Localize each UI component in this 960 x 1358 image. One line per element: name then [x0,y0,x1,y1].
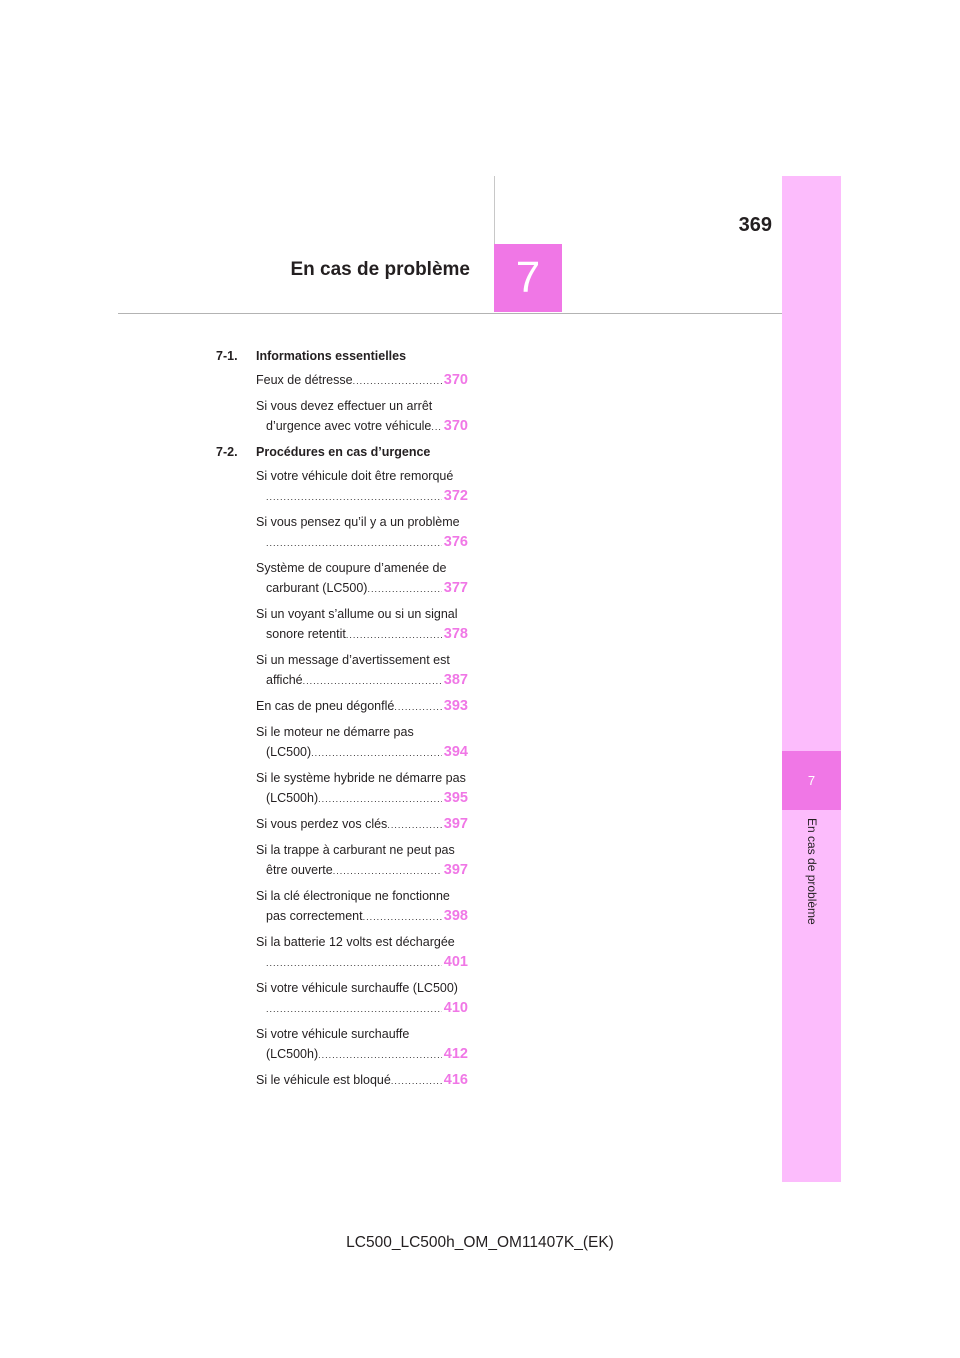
dot-leader [346,625,442,645]
toc-page-link[interactable]: 378 [443,626,468,642]
toc-entry-text: Si le moteur ne démarre pas [256,725,414,739]
toc-entry[interactable] [256,978,468,1019]
toc-entry-text: pas correctement [266,909,363,923]
toc-section-heading[interactable] [216,442,468,462]
section-title: Procédures en cas d’urgence [256,445,431,459]
toc-entry[interactable] [256,886,468,927]
toc-entry-text: Si votre véhicule surchauffe (LC500) [256,981,458,995]
table-of-contents [216,346,468,1096]
toc-entry-text: Si vous pensez qu’il y a un problème [256,515,460,529]
section-number: 7-2. [216,445,238,459]
toc-entry[interactable] [256,814,468,835]
dot-leader [353,371,442,391]
dot-leader [266,953,442,973]
toc-section-heading[interactable] [216,346,468,366]
dot-leader [394,697,441,717]
toc-entry[interactable] [256,604,468,645]
header-divider-vertical [494,176,495,244]
toc-entry-text: sonore retentit [266,627,346,641]
toc-page-link[interactable]: 401 [443,954,468,970]
header-divider-horizontal [118,313,782,314]
document-code: LC500_LC500h_OM_OM11407K_(EK) [346,1234,614,1251]
toc-entry-text: (LC500h) [266,1047,319,1061]
toc-entry[interactable] [256,512,468,553]
toc-entry-text: (LC500) [266,745,312,759]
dot-leader [363,907,442,927]
toc-entry-text: En cas de pneu dégonflé [256,699,395,713]
toc-entry-text: Si un message d’avertissement est [256,653,450,667]
toc-entry-text: carburant (LC500) [266,581,368,595]
toc-entry-text: (LC500h) [266,791,319,805]
toc-entry-text: Si la trappe à carburant ne peut pas [256,843,455,857]
toc-page-link[interactable]: 398 [443,908,468,924]
dot-leader [318,1045,442,1065]
toc-entry-text: Si votre véhicule doit être remorqué [256,469,454,483]
toc-page-link[interactable]: 370 [443,372,468,388]
toc-entry[interactable] [256,696,468,717]
toc-page-link[interactable]: 376 [443,534,468,550]
toc-page-link[interactable]: 387 [443,672,468,688]
toc-page-link[interactable]: 394 [443,744,468,760]
toc-page-link[interactable]: 397 [443,862,468,878]
dot-leader [266,487,442,507]
toc-entry-text: Si votre véhicule surchauffe [256,1027,410,1041]
toc-page-link[interactable]: 412 [443,1046,468,1062]
toc-entry[interactable] [256,396,468,437]
toc-page-link[interactable]: 410 [443,1000,468,1016]
toc-entry[interactable] [256,558,468,599]
dot-leader [311,743,442,763]
toc-page-link[interactable]: 416 [443,1072,468,1088]
dot-leader [391,1071,442,1091]
side-tab-number: 7 [807,773,816,788]
chapter-number-box: 7 [494,244,562,312]
toc-entry-text: d’urgence avec votre véhicule [266,419,432,433]
toc-entry-text: Si le système hybride ne démarre pas [256,771,466,785]
page-number: 369 [738,214,772,236]
dot-leader [266,999,442,1019]
toc-page-link[interactable]: 372 [443,488,468,504]
toc-entry-text: affiché [266,673,303,687]
toc-entry-text: Si vous perdez vos clés [256,817,388,831]
toc-page-link[interactable]: 370 [443,418,468,434]
toc-entry[interactable] [256,370,468,391]
toc-entry-text: Si la clé électronique ne fonctionne [256,889,450,903]
dot-leader [318,789,442,809]
toc-page-link[interactable]: 397 [443,816,468,832]
dot-leader [266,533,442,553]
toc-page-link[interactable]: 393 [443,698,468,714]
toc-page-link[interactable]: 377 [443,580,468,596]
chapter-side-tab [782,176,841,1182]
dot-leader [333,861,442,881]
dot-leader [431,417,441,437]
toc-entry[interactable] [256,840,468,881]
chapter-title: En cas de problème [290,259,470,280]
toc-entry[interactable] [256,932,468,973]
section-number: 7-1. [216,349,238,363]
toc-entry[interactable] [256,722,468,763]
toc-page-link[interactable]: 395 [443,790,468,806]
toc-entry[interactable] [256,466,468,507]
toc-entry-text: être ouverte [266,863,333,877]
toc-entry[interactable] [256,650,468,691]
toc-entry[interactable] [256,768,468,809]
toc-entry-text: Si un voyant s’allume ou si un signal [256,607,458,621]
toc-entry-text: Système de coupure d’amenée de [256,561,447,575]
toc-entry-text: Si vous devez effectuer un arrêt [256,399,433,413]
dot-leader [367,579,441,599]
toc-entry[interactable] [256,1024,468,1065]
toc-entry-text: Feux de détresse [256,373,353,387]
toc-entry[interactable] [256,1070,468,1091]
section-title: Informations essentielles [256,349,407,363]
side-tab-label: En cas de problème [805,818,819,925]
dot-leader [303,671,442,691]
dot-leader [387,815,441,835]
toc-entry-text: Si la batterie 12 volts est déchargée [256,935,455,949]
toc-entry-text: Si le véhicule est bloqué [256,1073,391,1087]
